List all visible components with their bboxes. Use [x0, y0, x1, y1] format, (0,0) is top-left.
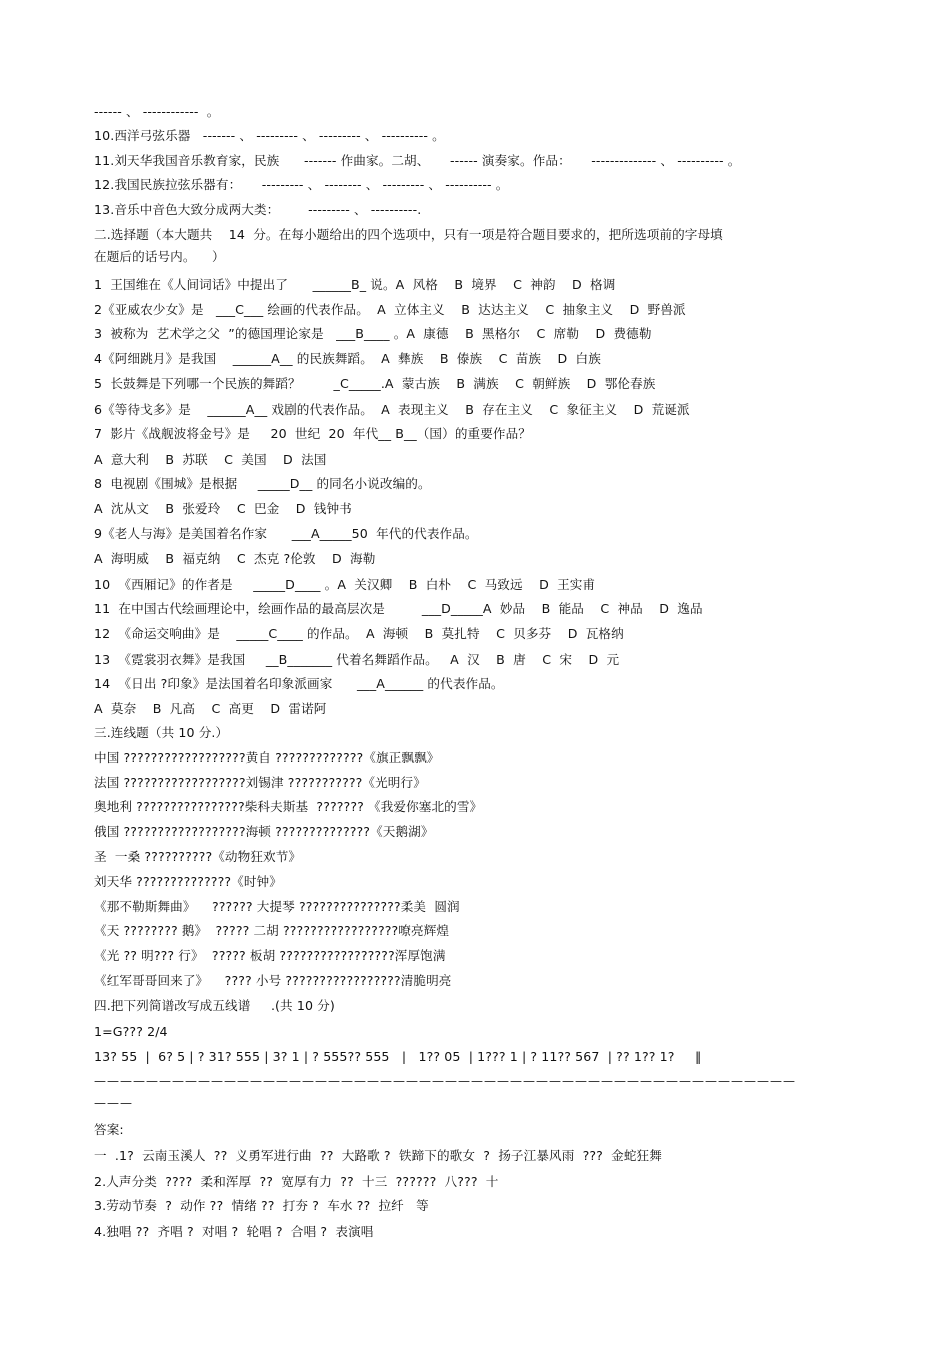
fill-in-blank-9-continued: ------ 、 ------------ 。 — [94, 104, 220, 119]
matching-row-1: 中国 ??????????????????黄自 ?????????????《旗正飘飘》 — [94, 750, 440, 765]
answer-2: 2.人声分类 ???? 柔和浑厚 ?? 宽厚有力 ?? 十三 ?????? 八??? 十 — [94, 1174, 499, 1189]
choice-question-10: 10 《西厢记》的作者是 _____D____ 。A 关汉卿 B 白朴 C 马致远 D 王实甫 — [94, 577, 596, 592]
matching-row-3: 奥地利 ????????????????柴科夫斯基 ??????? 《我爱你塞北的雪》 — [94, 799, 483, 814]
answer-1: 一 .1? 云南玉溪人 ?? 义勇军进行曲 ?? 大路歌 ? 铁蹄下的歌女 ? 扬子江暴风雨 ??? 金蛇狂舞 — [94, 1148, 662, 1163]
notation-score: 13? 55 | 6? 5 | ? 31? 555 | 3? 1 | ? 555?? 555 | 1?? 05 | 1??? 1 | ? 11?? 567 | ?? 1?? 1? ‖ — [94, 1049, 702, 1064]
choice-question-1: 1 王国维在《人间词话》中提出了 ______B_ 说。A 风格 B 境界 C 神韵 D 格调 — [94, 277, 616, 292]
fill-in-blank-10: 10.西洋弓弦乐器 ------- 、 --------- 、 --------- 、 ---------- 。 — [94, 128, 445, 143]
answer-4: 4.独唱 ?? 齐唱 ? 对唱 ? 轮唱 ? 合唱 ? 表演唱 — [94, 1224, 374, 1239]
fill-in-blank-11: 11.刘天华我国音乐教育家，民族 ------- 作曲家。二胡、 ------ 演奏家。作品： -------------- 、 ---------- 。 — [94, 153, 741, 168]
matching-row-5: 圣 一桑 ??????????《动物狂欢节》 — [94, 849, 302, 864]
dash-rule-cont: ——— — [94, 1096, 133, 1110]
choice-question-14: 14 《日出 ?印象》是法国着名印象派画家 ___A______ 的代表作品。 — [94, 676, 504, 691]
dash-rule: —————————————————————————————————————————————————————— — [94, 1074, 796, 1088]
choice-question-7: 7 影片《战舰波将金号》是 20 世纪 20 年代__ B__（国）的重要作品？ — [94, 426, 531, 441]
matching-row-9: 《光 ?? 明??? 行》 ????? 板胡 ?????????????????浑厚饱满 — [94, 948, 446, 963]
matching-row-6: 刘天华 ??????????????《时钟》 — [94, 874, 282, 889]
section-heading-matching: 三.连线题（共 10 分.） — [94, 725, 229, 740]
fill-in-blank-12: 12.我国民族拉弦乐器有： --------- 、 -------- 、 --------- 、 ---------- 。 — [94, 177, 509, 192]
fill-in-blank-13: 13.音乐中音色大致分成两大类： --------- 、 ----------. — [94, 202, 422, 217]
answer-3: 3.劳动节奏 ? 动作 ?? 情绪 ?? 打夯 ? 车水 ?? 拉纤 等 — [94, 1198, 429, 1213]
section-heading-choice-cont: 在题后的话号内。 ） — [94, 249, 225, 264]
choice-question-8-options: A 沈从文 B 张爱玲 C 巴金 D 钱钟书 — [94, 501, 352, 516]
matching-row-2: 法国 ??????????????????刘锡津 ???????????《光明行》 — [94, 775, 426, 790]
notation-key: 1=G??? 2/4 — [94, 1024, 168, 1039]
choice-question-12: 12 《命运交响曲》是 _____C____ 的作品。 A 海顿 B 莫扎特 C 贝多芬 D 瓦格纳 — [94, 626, 624, 641]
choice-question-5: 5 长鼓舞是下列哪一个民族的舞蹈？ _C_____.A 蒙古族 B 满族 C 朝鲜族 D 鄂伦春族 — [94, 376, 656, 391]
choice-question-9: 9《老人与海》是美国着名作家 ___A_____50 年代的代表作品。 — [94, 526, 478, 541]
choice-question-4: 4《阿细跳月》是我国 ______A__ 的民族舞蹈。 A 彝族 B 傣族 C 苗族 D 白族 — [94, 351, 601, 366]
choice-question-7-options: A 意大利 B 苏联 C 美国 D 法国 — [94, 452, 327, 467]
matching-row-8: 《天 ???????? 鹅》 ????? 二胡 ?????????????????嘹亮辉煌 — [94, 923, 450, 938]
choice-question-14-options: A 莫奈 B 凡高 C 高更 D 雷诺阿 — [94, 701, 327, 716]
answers-heading: 答案: — [94, 1122, 124, 1137]
section-heading-choice: 二.选择题（本大题共 14 分。在每小题给出的四个选项中，只有一项是符合题目要求的，把所选项前的字母填 — [94, 227, 723, 242]
choice-question-11: 11 在中国古代绘画理论中，绘画作品的最高层次是 ___D_____A 妙品 B 能品 C 神品 D 逸品 — [94, 601, 703, 616]
section-heading-notation: 四.把下列简谱改写成五线谱 .(共 10 分) — [94, 998, 335, 1013]
matching-row-7: 《那不勒斯舞曲》 ?????? 大提琴 ???????????????柔美 圆润 — [94, 899, 460, 914]
choice-question-3: 3 被称为 艺术学之父 ”的德国理论家是 ___B____ 。A 康德 B 黑格尔 C 席勒 D 费德勒 — [94, 326, 652, 341]
choice-question-8: 8 电视剧《围城》是根据 _____D__ 的同名小说改编的。 — [94, 476, 431, 491]
choice-question-9-options: A 海明威 B 福克纳 C 杰克 ?伦敦 D 海勒 — [94, 551, 376, 566]
matching-row-10: 《红军哥哥回来了》 ???? 小号 ?????????????????清脆明亮 — [94, 973, 452, 988]
choice-question-13: 13 《霓裳羽衣舞》是我国 __B_______ 代着名舞蹈作品。 A 汉 B 唐 C 宋 D 元 — [94, 652, 620, 667]
choice-question-2: 2《亚威农少女》是 ___C___ 绘画的代表作品。 A 立体主义 B 达达主义 C 抽象主义 D 野兽派 — [94, 302, 686, 317]
choice-question-6: 6《等待戈多》是 ______A__ 戏剧的代表作品。 A 表现主义 B 存在主义 C 象征主义 D 荒诞派 — [94, 402, 690, 417]
matching-row-4: 俄国 ??????????????????海顿 ??????????????《天鹅湖》 — [94, 824, 434, 839]
